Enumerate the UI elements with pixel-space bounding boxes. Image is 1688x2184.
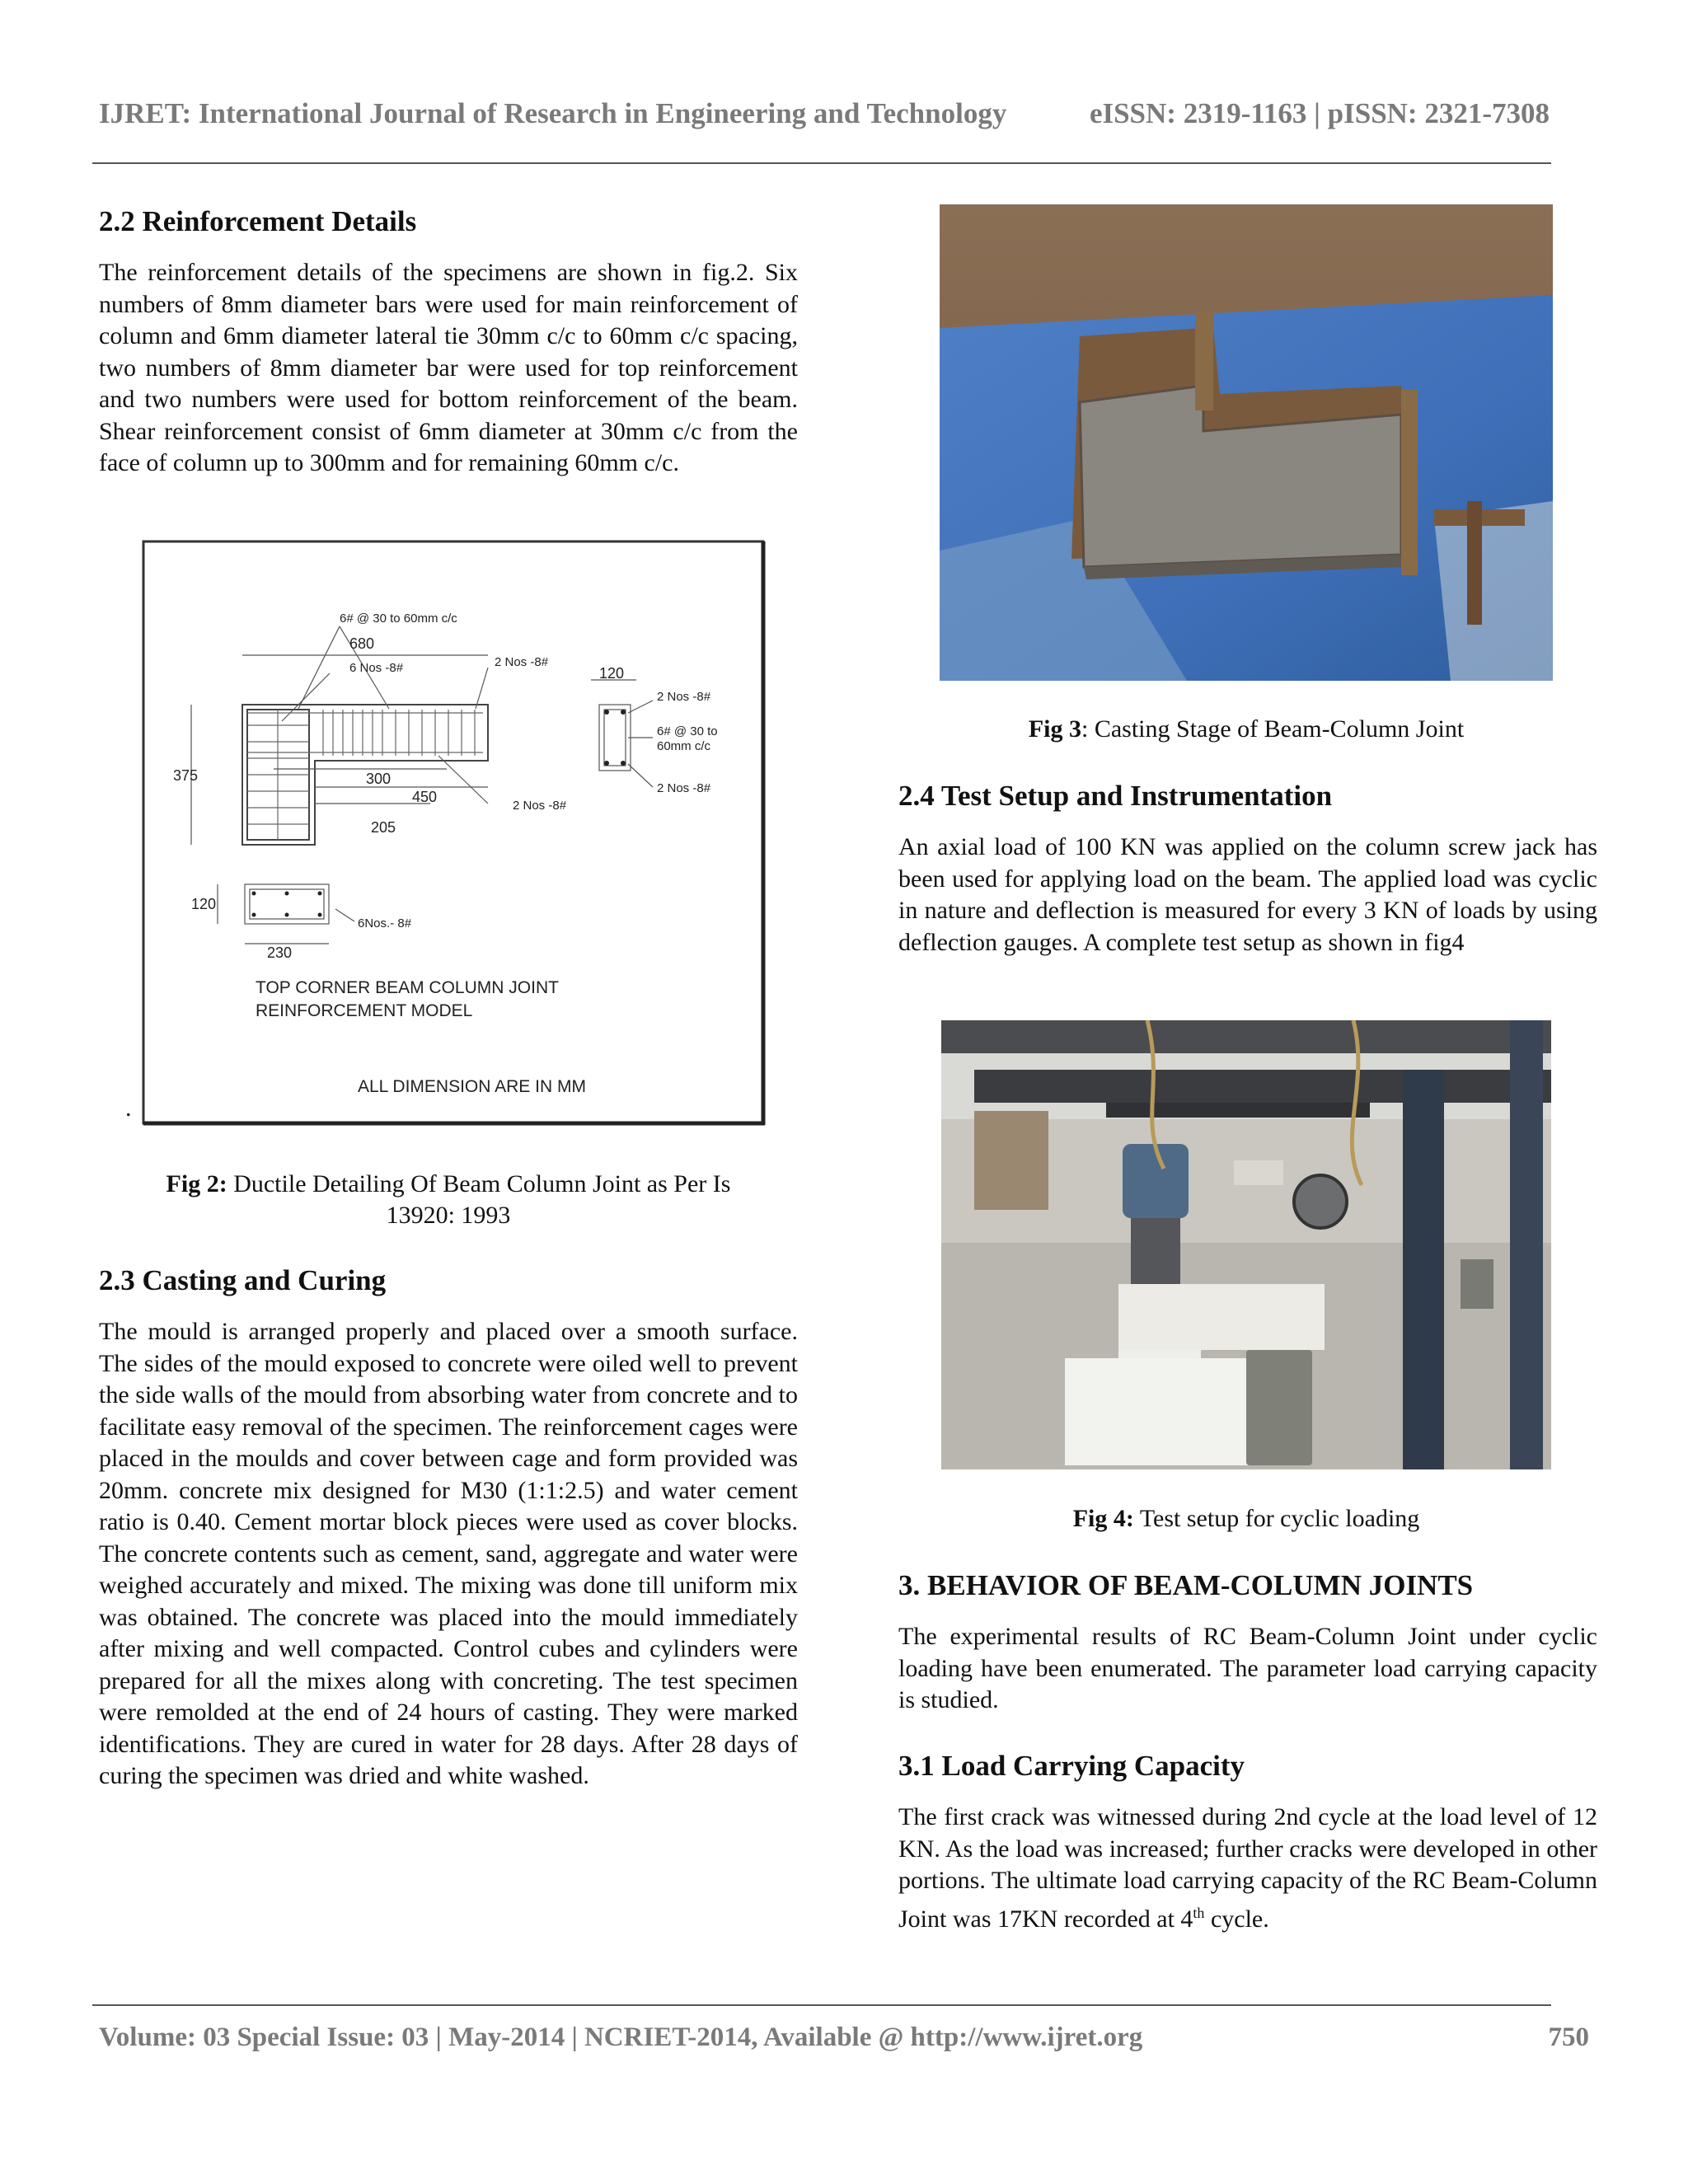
- label-stirrups: 6# @ 30 to 60mm c/c: [340, 612, 457, 626]
- section-body: The reinforcement details of the specimens are shown in fig.2. Six numbers of 8mm diameter bars were used for main reinforcement of column and 6mm diameter lateral tie 30mm c/c to 60mm c/c spacing, two numbers of 8mm diameter bar were used for top reinforcement and two numbers were used for bottom reinforcement of the beam. Shear reinforcement consist of 6mm diameter at 30mm c/c from the face of column up to 300mm and for remaining 60mm c/c.: [99, 259, 798, 476]
- section-title: 3. BEHAVIOR OF BEAM-COLUMN JOINTS: [898, 1569, 1474, 1601]
- section-3-1: [898, 1749, 1597, 1935]
- section-title: 3.1 Load Carrying Capacity: [898, 1750, 1245, 1782]
- casting-photo: [940, 204, 1553, 681]
- cycle-superscript: th: [1193, 1904, 1205, 1921]
- label-680: 680: [349, 635, 375, 652]
- section-body: The mould is arranged properly and placed over a smooth surface. The sides of the mould exposed to concrete were oiled well to prevent the side walls of the mould from absorbing water from concrete and to facilitate easy removal of the specimen. The reinforcement cages were placed in the moulds and cover between cage and form provided was 20mm. concrete mix designed for M30 (1:1:2.5) and water cement ratio is 0.40. Cement mortar block pieces were used as cover blocks. The concrete contents such as cement, sand, aggregate and water were weighed accurately and mixed. The mixing was done till uniform mix was obtained. The concrete was placed into the mould immediately after mixing and well compacted. Control cubes and cylinders were prepared for all the mixes along with concreting. The test specimen were remolded at the end of 24 hours of casting. They were marked identifications. They are cured in water for 28 days. After 28 days of curing the specimen was dried and white washed.: [99, 1318, 798, 1789]
- issn-info: eISSN: 2319-1163 | pISSN: 2321-7308: [1089, 97, 1550, 129]
- label-300: 300: [366, 771, 392, 787]
- fig3-casting-photo: [940, 204, 1553, 681]
- section-2-2: [99, 204, 798, 480]
- caption-label: Fig 4:: [1072, 1505, 1134, 1532]
- label-450: 450: [412, 789, 438, 805]
- section-body-text: The first crack was witnessed during 2nd cycle at the load level of 12 KN. As the load was increased; further cracks were developed in other portions. The ultimate load carrying capacity of the RC Beam-Column Joint was 17KN recorded at: [898, 1803, 1597, 1933]
- test-setup-photo: [941, 1020, 1551, 1469]
- label-section-bottom: 2 Nos -8#: [657, 781, 711, 795]
- label-375: 375: [173, 767, 199, 784]
- fig4-caption: [940, 1503, 1553, 1535]
- fig3-caption: [940, 714, 1553, 745]
- volume-info: Volume: 03 Special Issue: 03 | May-2014 | NCRIET-2014, Available @ http://www.ijret.org: [99, 2022, 1143, 2052]
- label-120-section: 120: [599, 665, 625, 682]
- label-top-bars: 2 Nos -8#: [495, 655, 549, 669]
- cycle-number: 4: [1180, 1905, 1193, 1933]
- fig2-reinforcement-drawing: [142, 540, 768, 1129]
- section-body: [898, 1802, 1597, 1935]
- caption-text-line-2: 13920: 1993: [386, 1202, 511, 1229]
- section-body: The experimental results of RC Beam-Column Joint under cyclic loading have been enumerated. The parameter load carrying capacity is studied.: [898, 1623, 1597, 1713]
- label-120-column: 120: [191, 896, 217, 912]
- label-main-bars: 6 Nos -8#: [349, 661, 404, 675]
- section-title: 2.4 Test Setup and Instrumentation: [898, 780, 1333, 812]
- fig4-test-setup-photo: [941, 1020, 1551, 1469]
- reinforcement-diagram: [142, 540, 768, 1129]
- caption-text: : Casting Stage of Beam-Column Joint: [1081, 715, 1465, 743]
- section-3: [898, 1568, 1597, 1717]
- caption-label: Fig 3: [1028, 715, 1082, 743]
- section-2-3: [99, 1263, 798, 1793]
- label-230: 230: [267, 944, 293, 961]
- label-model-1: TOP CORNER BEAM COLUMN JOINT: [256, 978, 559, 997]
- label-section-tie-2: 60mm c/c: [657, 739, 711, 753]
- page-number: 750: [1548, 2022, 1589, 2052]
- fig2-caption: [99, 1169, 798, 1231]
- label-model-2: REINFORCEMENT MODEL: [256, 1001, 473, 1020]
- cycle-end: cycle.: [1204, 1905, 1269, 1933]
- section-title: 2.3 Casting and Curing: [99, 1264, 387, 1296]
- footer-rule: [92, 2004, 1551, 2006]
- section-title: 2.2 Reinforcement Details: [99, 205, 417, 237]
- label-205: 205: [371, 819, 396, 836]
- journal-name: IJRET: International Journal of Research in Engineering and Technology: [99, 97, 1007, 129]
- caption-label: Fig 2:: [166, 1170, 227, 1197]
- label-units: ALL DIMENSION ARE IN MM: [358, 1077, 586, 1096]
- section-2-4: [898, 779, 1597, 958]
- caption-text: Test setup for cyclic loading: [1133, 1505, 1420, 1532]
- label-column-bars: 6Nos.- 8#: [358, 916, 412, 930]
- stray-dot: .: [125, 1094, 132, 1122]
- label-section-tie-1: 6# @ 30 to: [657, 724, 718, 738]
- label-bottom-bars: 2 Nos -8#: [513, 799, 567, 813]
- caption-text: Ductile Detailing Of Beam Column Joint as Per Is: [227, 1170, 731, 1197]
- header-rule: [92, 162, 1551, 164]
- label-section-top: 2 Nos -8#: [657, 690, 711, 704]
- section-body: An axial load of 100 KN was applied on the column screw jack has been used for applying load on the beam. The applied load was cyclic in nature and deflection is measured for every 3 KN of loads by using deflection gauges. A complete test setup as shown in fig4: [898, 833, 1597, 956]
